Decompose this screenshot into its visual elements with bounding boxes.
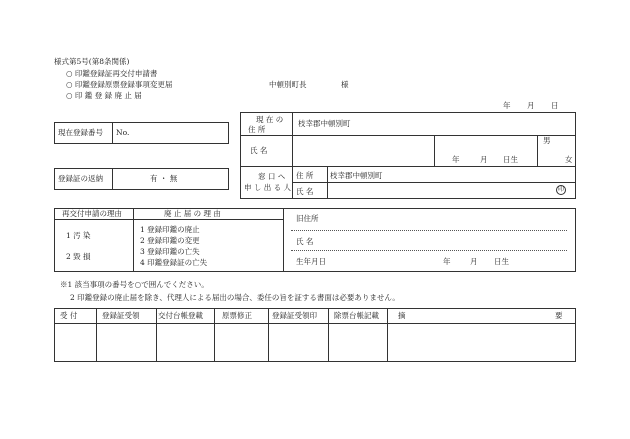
sex-female[interactable]: 女 — [565, 155, 573, 164]
table-header-receipt-seal: 登録証受領印 — [272, 311, 317, 320]
old-birth-day: 日生 — [494, 257, 509, 266]
counter-person-label-2: 申 し 出 る 人 — [244, 183, 292, 192]
note-1: ※1 該当事項の番号を○で囲んでください。 — [60, 280, 209, 289]
date-year: 年 — [503, 101, 511, 110]
sex-male[interactable]: 男 — [543, 136, 551, 145]
reissue-reason-header: 再交付申請の理由 — [62, 209, 122, 218]
current-address-label-2: 住 所 — [248, 125, 266, 134]
reissue-reason-2[interactable]: 2 毀 損 — [66, 252, 91, 261]
table-header-cert-received: 登録証受領 — [102, 311, 140, 320]
birth-day: 日生 — [503, 155, 518, 164]
old-address-label: 旧住所 — [296, 214, 319, 223]
current-address-value[interactable]: 枝幸郡中頓別町 — [298, 119, 351, 128]
option-abolition: ○ 印 鑑 登 録 廃 止 届 — [66, 91, 142, 100]
abolition-reason-2[interactable]: 2 登録印鑑の変更 — [140, 236, 200, 245]
abolition-reason-1[interactable]: 1 登録印鑑の廃止 — [140, 225, 200, 234]
applicant-name-label: 氏 名 — [250, 146, 268, 155]
abolition-reason-4[interactable]: 4 印鑑登録証の亡失 — [140, 258, 208, 267]
old-birthdate-label: 生年月日 — [296, 257, 326, 266]
old-birth-year: 年 — [443, 257, 451, 266]
birth-year: 年 — [452, 155, 460, 164]
certificate-return-choice[interactable]: 有 ・ 無 — [150, 174, 178, 183]
table-header-remarks-1: 摘 — [398, 311, 406, 320]
seal-icon: 印 — [557, 186, 564, 193]
table-header-reception: 受 付 — [60, 311, 78, 320]
counter-person-name-label: 氏 名 — [296, 187, 314, 196]
addressee: 中頓別町長 — [269, 80, 307, 89]
table-header-record-fix: 原票修正 — [222, 311, 252, 320]
reissue-reason-1[interactable]: 1 汚 染 — [66, 231, 91, 240]
option-change: ○ 印鑑登録原票登録事項変更届 — [66, 80, 173, 89]
date-day: 日 — [551, 101, 559, 110]
current-address-label-1: 現 在 の — [256, 115, 284, 124]
table-header-remarks-2: 要 — [555, 311, 563, 320]
registration-number-field[interactable]: No. — [116, 128, 130, 137]
registration-number-label: 現在登録番号 — [58, 128, 103, 137]
certificate-return-label: 登録証の返納 — [58, 174, 103, 183]
old-birth-month: 月 — [470, 257, 478, 266]
addressee-honorific: 様 — [341, 80, 349, 89]
option-reissue: ○ 印鑑登録証再交付申請書 — [66, 69, 158, 78]
applicant-box — [240, 112, 576, 167]
table-header-ledger: 交付台帳登載 — [158, 311, 203, 320]
counter-person-address-value[interactable]: 枝幸郡中頓別町 — [330, 171, 383, 180]
abolition-reason-3[interactable]: 3 登録印鑑の亡失 — [140, 247, 200, 256]
date-month: 月 — [527, 101, 535, 110]
counter-person-label-1: 窓 口 へ — [258, 172, 286, 181]
birth-month: 月 — [480, 155, 488, 164]
table-header-removal-ledger: 除票台帳記載 — [334, 311, 379, 320]
old-name-label: 氏 名 — [296, 237, 314, 246]
counter-person-address-label: 住 所 — [296, 171, 314, 180]
note-2: 2 印鑑登録の廃止届を除き、代理人による届出の場合、委任の旨を証する書面は必要ありません。 — [70, 293, 400, 302]
abolition-reason-header: 廃 止 届 の 理 由 — [164, 209, 221, 218]
form-number: 様式第5号(第8条関係) — [54, 57, 130, 66]
